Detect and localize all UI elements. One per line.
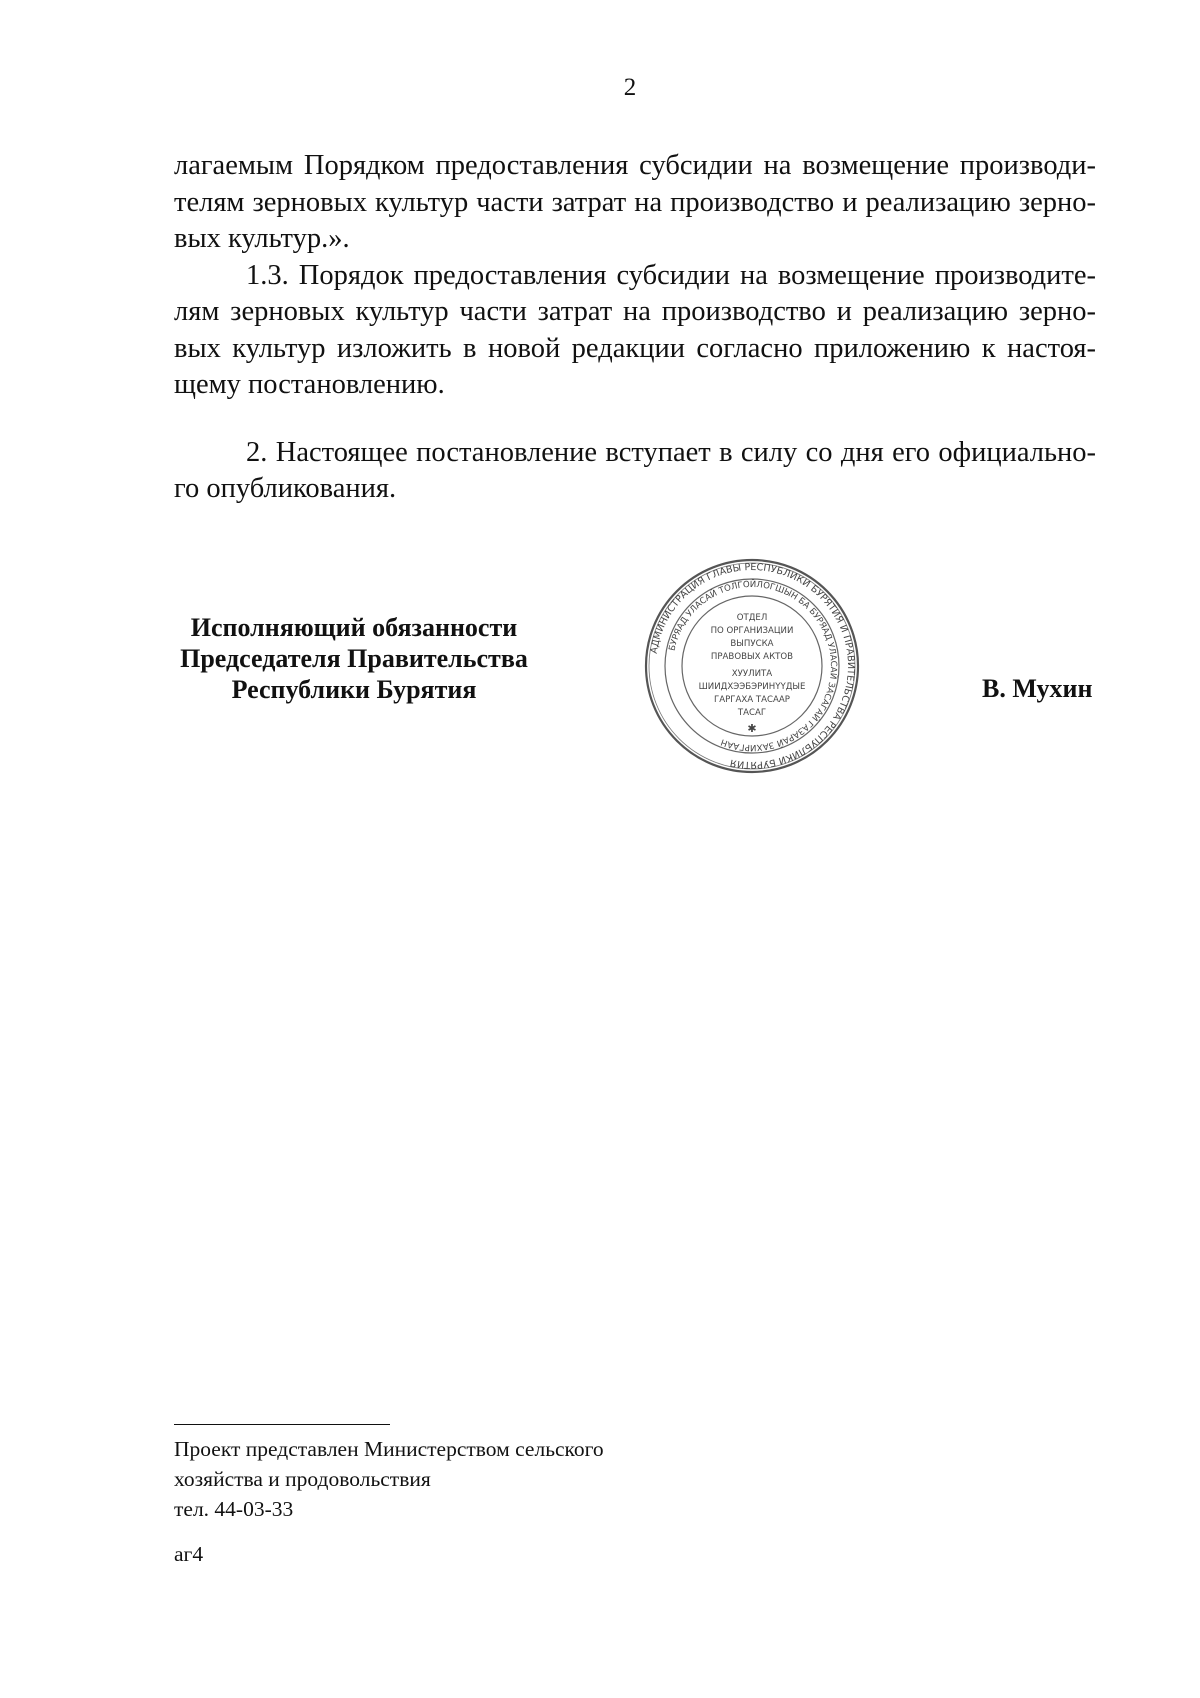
paragraph-1-line-2: телям зерновых культур части затрат на производство и реализацию зерно- xyxy=(174,186,1096,218)
footer-line-1: Проект представлен Министерством сельского xyxy=(174,1437,604,1461)
signature-title-line-2: Председателя Правительства xyxy=(180,644,528,673)
seal-outer-text: АДМИНИСТРАЦИЯ ГЛАВЫ РЕСПУБЛИКИ БУРЯТИЯ И ПРАВИТЕЛЬСТВА РЕСПУБЛИКИ БУРЯТИЯ xyxy=(648,561,857,771)
body-text xyxy=(174,148,1096,508)
paragraph-3-line-1: 2. Настоящее постановление вступает в силу со дня его официально- xyxy=(246,436,1096,468)
paragraph-2-line-1: 1.3. Порядок предоставления субсидии на возмещение производите- xyxy=(246,259,1096,291)
paragraph-1-line-3: вых культур.». xyxy=(174,223,350,254)
signature-title-line-3: Республики Бурятия xyxy=(231,675,477,704)
footer-note xyxy=(174,1434,604,1524)
seal-center-line-6: ШИИДХЭЭБЭРИНҮҮДЫЕ xyxy=(698,682,806,692)
seal-center-line-2: ПО ОРГАНИЗАЦИИ xyxy=(710,626,794,636)
seal-center-line-4: ПРАВОВЫХ АКТОВ xyxy=(710,652,794,662)
official-seal xyxy=(642,556,862,776)
paragraph-2-line-4: щему постановлению. xyxy=(174,369,445,400)
seal-center-line-3: ВЫПУСКА xyxy=(730,639,774,649)
paragraph-3-line-2: го опубликования. xyxy=(174,473,397,504)
paragraph-2-line-2: лям зерновых культур части затрат на производство и реализацию зерно- xyxy=(174,296,1096,327)
footer-divider xyxy=(174,1424,390,1425)
seal-center-text xyxy=(699,613,806,718)
signature-title-line-1: Исполняющий обязанности xyxy=(190,613,518,642)
footer-line-2: хозяйства и продовольствия xyxy=(174,1467,431,1491)
signature-title xyxy=(154,612,554,705)
signatory-name: В. Мухин xyxy=(982,674,1093,703)
paragraph-1-line-1: лагаемым Порядком предоставления субсидии на возмещение производи- xyxy=(174,150,1096,181)
seal-center-line-5: ХУУЛИТА xyxy=(731,669,773,679)
seal-center-line-7: ГАРГАХА ТАСААР xyxy=(714,695,790,705)
seal-inner-text: БУРЯАД УЛАСАЙ ТОЛГОЙЛОГШЫН БА БУРЯАД УЛАСАЙ ЗАСАГАЙ ГАЗАРАЙ ЗАХИРГААН xyxy=(667,579,839,753)
seal-center-line-1: ОТДЕЛ xyxy=(736,613,768,623)
seal-star-icon: ✱ xyxy=(747,723,757,735)
paragraph-2-line-3: вых культур изложить в новой редакции согласно приложению к настоя- xyxy=(174,332,1096,364)
paragraph-gap xyxy=(174,404,1096,435)
document-code: аг4 xyxy=(174,1542,204,1566)
page-number: 2 xyxy=(623,74,637,101)
seal-outer-ring xyxy=(646,560,858,772)
footer-line-3: тел. 44-03-33 xyxy=(174,1497,294,1521)
seal-center-line-8: ТАСАГ xyxy=(737,708,767,718)
